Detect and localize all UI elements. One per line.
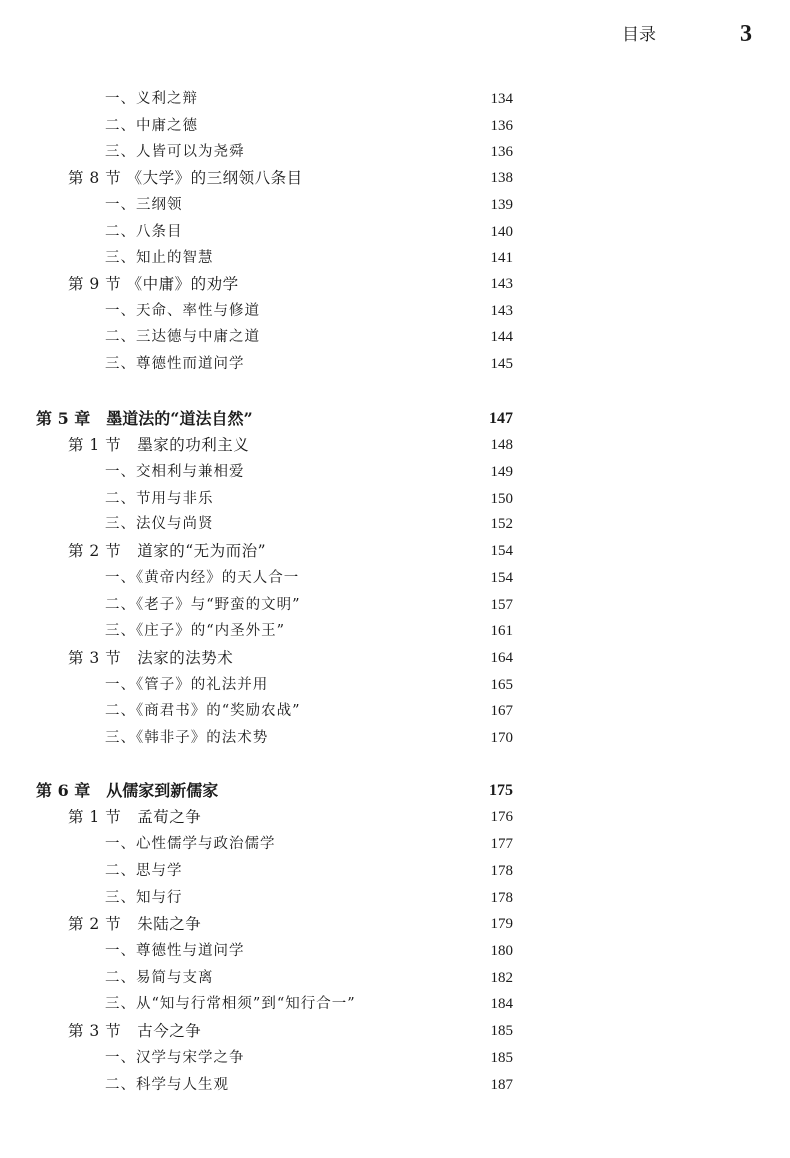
running-header-title: 目录 — [622, 25, 656, 45]
toc-entry-title: 第 1 节 孟荀之争 — [68, 808, 202, 826]
toc-entry-title: 一、《管子》的礼法并用 — [105, 677, 269, 693]
toc-item-row[interactable] — [0, 194, 790, 220]
toc-entry-page-number: 165 — [490, 677, 513, 693]
toc-item-row[interactable] — [0, 594, 790, 620]
toc-entry-title: 第 5 章 墨道法的“道法自然” — [36, 409, 253, 428]
toc-entry-page-number: 170 — [490, 730, 513, 746]
toc-item-row[interactable] — [0, 461, 790, 487]
toc-entry-page-number: 161 — [490, 623, 513, 639]
toc-entry-page-number: 187 — [490, 1077, 513, 1093]
toc-entry-title: 一、尊德性与道问学 — [105, 943, 245, 959]
toc-section-row[interactable] — [0, 434, 790, 460]
toc-item-row[interactable] — [0, 488, 790, 514]
toc-entry-title: 第 3 节 法家的法势术 — [68, 649, 234, 667]
toc-entry-title: 二、科学与人生观 — [105, 1077, 229, 1093]
toc-entry-title: 三、从“知与行常相须”到“知行合一” — [105, 996, 356, 1012]
toc-entry-page-number: 147 — [489, 410, 513, 427]
toc-entry-page-number: 144 — [490, 329, 513, 345]
toc-entry-title: 一、《黄帝内经》的天人合一 — [105, 570, 300, 586]
toc-item-row[interactable] — [0, 221, 790, 247]
toc-item-row[interactable] — [0, 967, 790, 993]
toc-entry-title: 二、八条目 — [105, 224, 183, 240]
toc-entry-title: 第 3 节 古今之争 — [68, 1022, 202, 1040]
toc-entry-page-number: 179 — [490, 916, 513, 932]
toc-entry-title: 一、心性儒学与政治儒学 — [105, 836, 276, 852]
toc-entry-page-number: 145 — [490, 356, 513, 372]
toc-chapter-row[interactable] — [0, 408, 790, 434]
toc-item-row[interactable] — [0, 247, 790, 273]
toc-item-row[interactable] — [0, 887, 790, 913]
toc-entry-page-number: 143 — [490, 276, 513, 292]
toc-entry-page-number: 141 — [490, 250, 513, 266]
toc-section-row[interactable] — [0, 647, 790, 673]
toc-entry-title: 第 9 节 《中庸》的劝学 — [68, 275, 239, 293]
toc-entry-page-number: 148 — [490, 437, 513, 453]
toc-item-row[interactable] — [0, 88, 790, 114]
toc-entry-title: 二、《商君书》的“奖励农战” — [105, 703, 301, 719]
toc-entry-title: 二、易简与支离 — [105, 970, 214, 986]
toc-entry-title: 一、汉学与宋学之争 — [105, 1050, 245, 1066]
toc-entry-page-number: 140 — [490, 224, 513, 240]
toc-entry-page-number: 150 — [490, 491, 513, 507]
toc-entry-title: 三、法仪与尚贤 — [105, 516, 214, 532]
toc-section-row[interactable] — [0, 540, 790, 566]
toc-item-row[interactable] — [0, 300, 790, 326]
toc-item-row[interactable] — [0, 700, 790, 726]
toc-entry-page-number: 176 — [490, 809, 513, 825]
toc-section-row[interactable] — [0, 913, 790, 939]
toc-item-row[interactable] — [0, 674, 790, 700]
toc-entry-page-number: 149 — [490, 464, 513, 480]
toc-entry-title: 第 2 节 道家的“无为而治” — [68, 542, 267, 560]
toc-item-row[interactable] — [0, 940, 790, 966]
page-number: 3 — [740, 21, 752, 47]
toc-entry-title: 二、《老子》与“野蛮的文明” — [105, 597, 301, 613]
toc-chapter-row[interactable] — [0, 780, 790, 806]
toc-entry-title: 一、天命、率性与修道 — [105, 303, 260, 319]
toc-item-row[interactable] — [0, 1047, 790, 1073]
toc-entry-page-number: 136 — [490, 118, 513, 134]
toc-entry-page-number: 167 — [490, 703, 513, 719]
toc-entry-title: 第 6 章 从儒家到新儒家 — [36, 781, 219, 800]
toc-entry-page-number: 185 — [490, 1050, 513, 1066]
toc-entry-page-number: 182 — [490, 970, 513, 986]
toc-entry-page-number: 154 — [490, 543, 513, 559]
toc-section-row[interactable] — [0, 167, 790, 193]
toc-item-row[interactable] — [0, 141, 790, 167]
toc-entry-page-number: 185 — [490, 1023, 513, 1039]
toc-entry-page-number: 152 — [490, 516, 513, 532]
toc-section-row[interactable] — [0, 806, 790, 832]
toc-entry-page-number: 164 — [490, 650, 513, 666]
toc-entry-title: 二、节用与非乐 — [105, 491, 214, 507]
toc-entry-title: 一、三纲领 — [105, 197, 183, 213]
toc-item-row[interactable] — [0, 727, 790, 753]
toc-entry-title: 二、三达德与中庸之道 — [105, 329, 260, 345]
toc-item-row[interactable] — [0, 567, 790, 593]
toc-entry-title: 三、人皆可以为尧舜 — [105, 144, 245, 160]
toc-entry-title: 三、尊德性而道问学 — [105, 356, 245, 372]
toc-entry-page-number: 175 — [489, 782, 513, 799]
toc-item-row[interactable] — [0, 326, 790, 352]
toc-entry-page-number: 154 — [490, 570, 513, 586]
toc-item-row[interactable] — [0, 1074, 790, 1100]
toc-entry-page-number: 136 — [490, 144, 513, 160]
toc-entry-title: 三、知与行 — [105, 890, 183, 906]
toc-section-row[interactable] — [0, 273, 790, 299]
toc-entry-page-number: 178 — [490, 863, 513, 879]
toc-item-row[interactable] — [0, 833, 790, 859]
toc-item-row[interactable] — [0, 993, 790, 1019]
toc-entry-page-number: 138 — [490, 170, 513, 186]
toc-entry-title: 二、思与学 — [105, 863, 183, 879]
toc-item-row[interactable] — [0, 513, 790, 539]
toc-entry-page-number: 143 — [490, 303, 513, 319]
toc-entry-title: 三、知止的智慧 — [105, 250, 214, 266]
toc-item-row[interactable] — [0, 620, 790, 646]
toc-entry-page-number: 180 — [490, 943, 513, 959]
toc-item-row[interactable] — [0, 353, 790, 379]
toc-entry-title: 三、《庄子》的“内圣外王” — [105, 623, 286, 639]
toc-item-row[interactable] — [0, 115, 790, 141]
toc-entry-title: 一、交相利与兼相爱 — [105, 464, 245, 480]
toc-entry-title: 一、义利之辩 — [105, 91, 198, 107]
toc-entry-page-number: 178 — [490, 890, 513, 906]
toc-entry-page-number: 139 — [490, 197, 513, 213]
toc-section-row[interactable] — [0, 1020, 790, 1046]
toc-item-row[interactable] — [0, 860, 790, 886]
toc-entry-title: 第 1 节 墨家的功利主义 — [68, 436, 250, 454]
toc-entry-title: 二、中庸之德 — [105, 118, 198, 134]
toc-entry-page-number: 157 — [490, 597, 513, 613]
toc-entry-page-number: 177 — [490, 836, 513, 852]
toc-entry-title: 第 8 节 《大学》的三纲领八条目 — [68, 169, 303, 187]
toc-entry-page-number: 184 — [490, 996, 513, 1012]
toc-entry-title: 三、《韩非子》的法术势 — [105, 730, 269, 746]
toc-entry-page-number: 134 — [490, 91, 513, 107]
toc-entry-title: 第 2 节 朱陆之争 — [68, 915, 202, 933]
